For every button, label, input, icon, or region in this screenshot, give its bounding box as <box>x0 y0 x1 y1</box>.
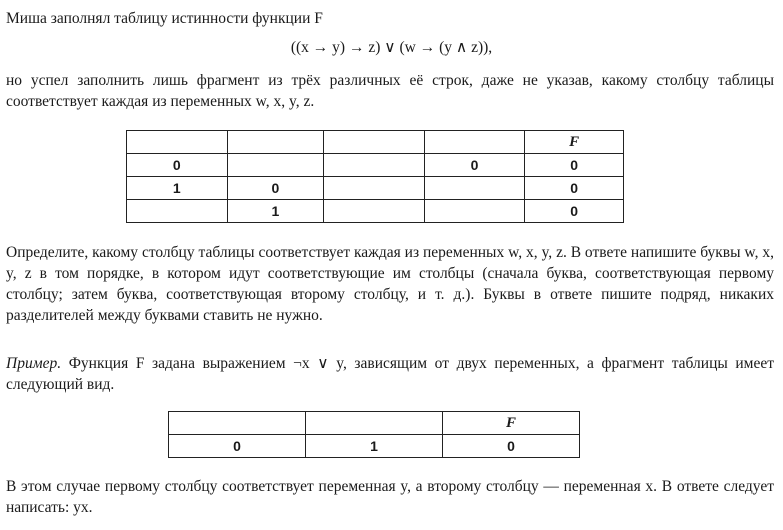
table-cell: 0 <box>424 154 525 177</box>
table-cell <box>324 154 425 177</box>
intro-line: Миша заполнял таблицу истинности функции F <box>6 10 323 27</box>
table-cell <box>324 177 425 200</box>
example-paragraph <box>6 353 774 395</box>
table-cell: 0 <box>525 200 624 223</box>
table-cell: 0 <box>525 177 624 200</box>
table-cell <box>305 412 442 435</box>
table-row <box>127 200 624 223</box>
table-cell <box>227 131 324 154</box>
conclusion-paragraph: В этом случае первому столбцу соответствует переменная y, а второму столбцу — переменная x. В ответе следует написать: yx. <box>6 478 774 516</box>
table-cell <box>127 131 228 154</box>
table-cell-f-header: F <box>442 412 579 435</box>
table-cell <box>227 154 324 177</box>
table-header-row <box>127 131 624 154</box>
table-cell <box>424 131 525 154</box>
table-cell: 1 <box>127 177 228 200</box>
example-table <box>168 411 580 458</box>
table-cell <box>127 200 228 223</box>
table-cell <box>169 412 306 435</box>
intro-paragraph: но успел заполнить лишь фрагмент из трёх различных её строк, даже не указав, какому столбцу таблицы соответствует каждая из переменных w, x, y, z. <box>6 72 774 110</box>
task-paragraph: Определите, какому столбцу таблицы соответствует каждая из переменных w, x, y, z. В ответе напишите буквы w, x, y, z в том порядке, в котором идут соответствующие им столбцы (сначала буква, соответствующая первому столбцу; затем буква, соответствующая второму столбцу, и т. д.). Буквы в ответе пишите подряд, никаких разделителей между буквами ставить не нужно. <box>6 244 774 324</box>
table-cell: 1 <box>227 200 324 223</box>
table-cell <box>324 200 425 223</box>
table-cell <box>424 177 525 200</box>
truth-table <box>126 130 624 223</box>
formula: ((x → y) → z) ∨ (w → (y ∧ z)), <box>290 39 493 56</box>
table-header-row <box>169 412 580 435</box>
example-text: Функция F задана выражением ¬x ∨ y, зависящим от двух переменных, а фрагмент таблицы имеет следующий вид. <box>6 355 774 393</box>
table-cell: 0 <box>525 154 624 177</box>
table-row <box>169 435 580 458</box>
table-cell-f-header: F <box>525 131 624 154</box>
table-row <box>127 154 624 177</box>
table-cell: 1 <box>305 435 442 458</box>
table-row <box>127 177 624 200</box>
table-cell <box>324 131 425 154</box>
table-cell: 0 <box>169 435 306 458</box>
table-cell <box>424 200 525 223</box>
table-cell: 0 <box>127 154 228 177</box>
example-label: Пример. <box>6 355 62 372</box>
table-cell: 0 <box>227 177 324 200</box>
table-cell: 0 <box>442 435 579 458</box>
